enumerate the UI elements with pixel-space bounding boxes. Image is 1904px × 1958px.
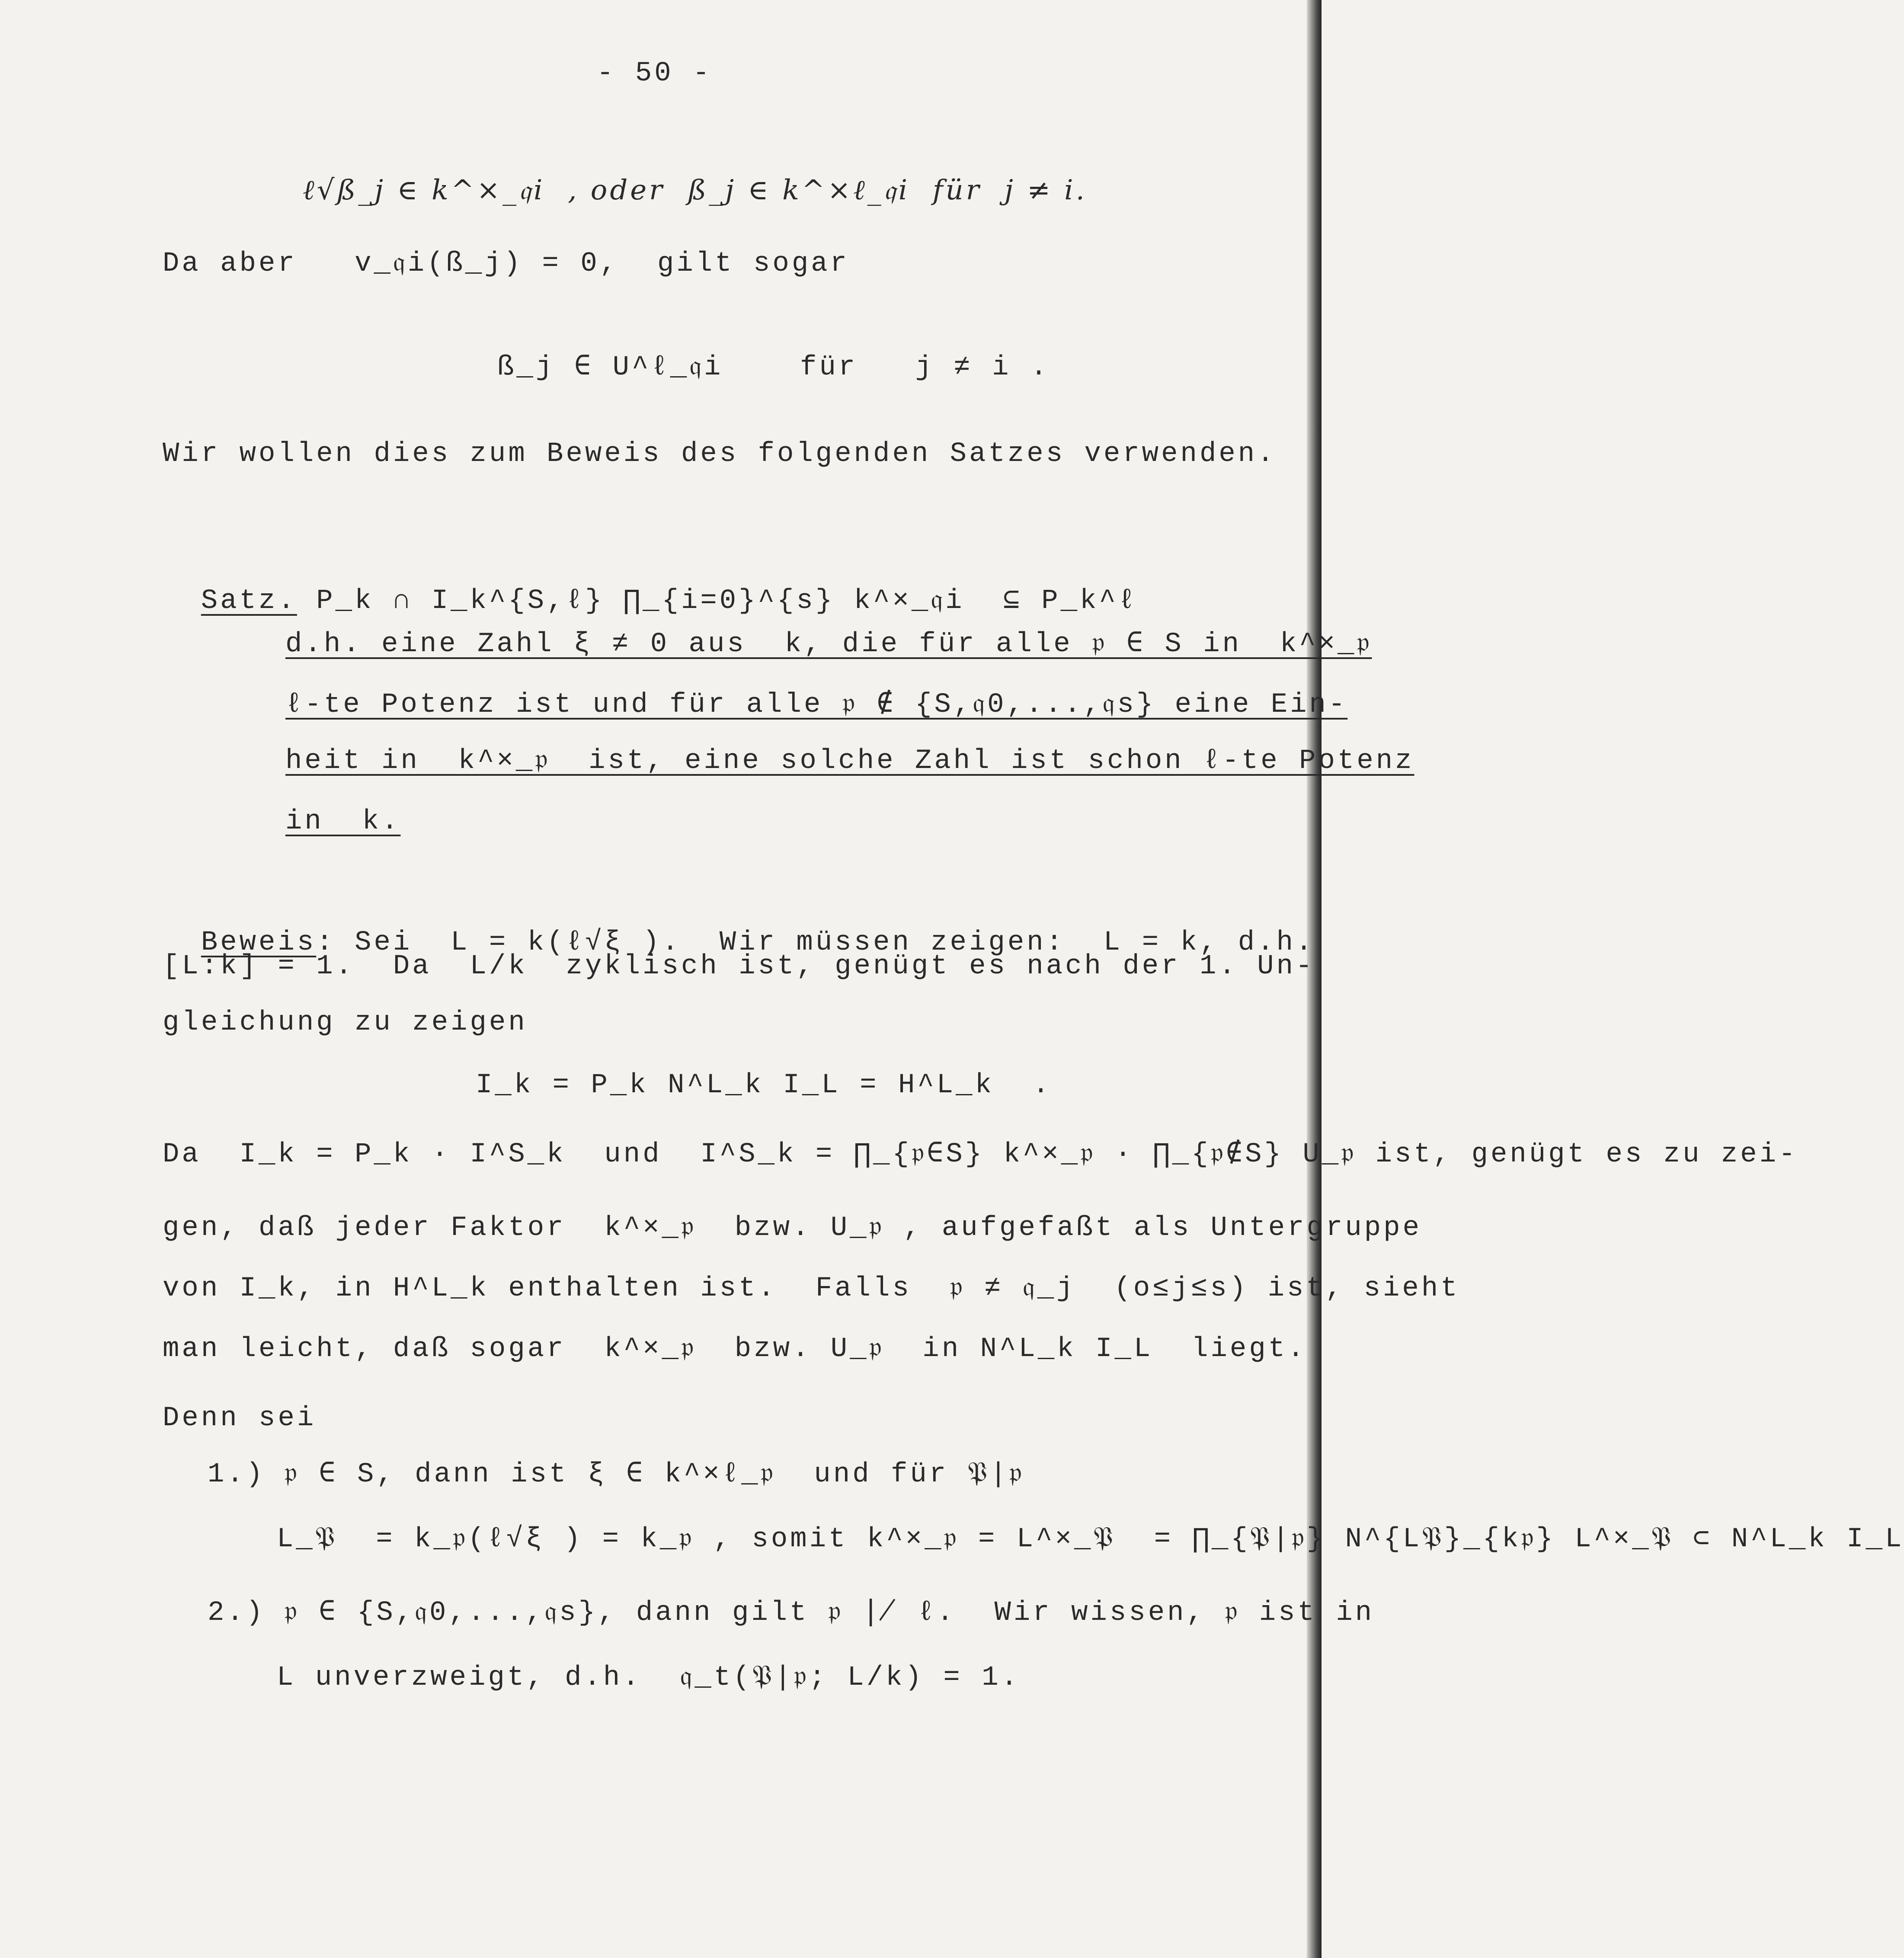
satz-line-4: in k.: [285, 806, 401, 837]
satz-line-3: heit in k^×_𝔭 ist, eine solche Zahl ist schon ℓ-te Potenz: [285, 745, 1414, 777]
page-number: - 50 -: [597, 58, 712, 89]
text-line-13: I_k = P_k N^L_k I_L = H^L_k .: [476, 1070, 1052, 1101]
text-line-21: 2.) 𝔭 ∈ {S,𝔮0,...,𝔮s}, dann gilt 𝔭 ∤ ℓ. Wir wissen, 𝔭 ist in: [208, 1597, 1375, 1628]
text-line-22: L unverzweigt, d.h. 𝔮_t(𝔓|𝔭; L/k) = 1.: [277, 1662, 1021, 1693]
text-line-18: Denn sei: [163, 1403, 317, 1434]
text-line-2: Da aber v_𝔮i(ß_j) = 0, gilt sogar: [163, 248, 850, 279]
beweis-text: : Sei L = k(ℓ√ξ ). Wir müssen zeigen: L = k, d.h.: [316, 927, 1315, 958]
text-line-1: ℓ√ß_j ∈ k^×_𝔮i , oder ß_j ∈ k^×ℓ_𝔮i für j ≠ i.: [303, 174, 1087, 206]
text-line-16: von I_k, in H^L_k enthalten ist. Falls 𝔭 ≠ 𝔮_j (o≤j≤s) ist, sieht: [163, 1273, 1460, 1304]
text-line-14: Da I_k = P_k · I^S_k und I^S_k = ∏_{𝔭∈S} k^×_𝔭 · ∏_{𝔭∉S} U_𝔭 ist, genügt es zu zei-: [163, 1139, 1798, 1170]
satz-line-1: d.h. eine Zahl ξ ≠ 0 aus k, die für alle 𝔭 ∈ S in k^×_𝔭: [285, 629, 1372, 660]
text-line-12: gleichung zu zeigen: [163, 1007, 528, 1038]
satz-label: Satz.: [201, 585, 297, 617]
beweis-label: Beweis: [201, 927, 317, 958]
satz-statement: [163, 549, 1137, 618]
text-line-20: L_𝔓 = k_𝔭(ℓ√ξ ) = k_𝔭 , somit k^×_𝔭 = L^×_𝔓 = ∏_{𝔓|𝔭} N^{L𝔓}_{k𝔭} L^×_𝔓 ⊂ N^L_k I_L: [277, 1524, 1904, 1555]
text-line-11: [L:k] = 1. Da L/k zyklisch ist, genügt es nach der 1. Un-: [163, 951, 1315, 982]
text-line-17: man leicht, daß sogar k^×_𝔭 bzw. U_𝔭 in N^L_k I_L liegt.: [163, 1334, 1307, 1365]
satz-line-2: ℓ-te Potenz ist und für alle 𝔭 ∉ {S,𝔮0,...,𝔮s} eine Ein-: [285, 689, 1348, 720]
text-line-15: gen, daß jeder Faktor k^×_𝔭 bzw. U_𝔭 , aufgefaßt als Untergruppe: [163, 1213, 1422, 1244]
satz-formula: P_k ∩ I_k^{S,ℓ} ∏_{i=0}^{s} k^×_𝔮i ⊆ P_k^ℓ: [297, 585, 1138, 617]
text-line-4: Wir wollen dies zum Beweis des folgenden Satzes verwenden.: [163, 438, 1277, 470]
text-line-3: ß_j ∈ U^ℓ_𝔮i für j ≠ i .: [497, 352, 1050, 383]
text-line-19: 1.) 𝔭 ∈ S, dann ist ξ ∈ k^×ℓ_𝔭 und für 𝔓|𝔭: [208, 1459, 1024, 1490]
